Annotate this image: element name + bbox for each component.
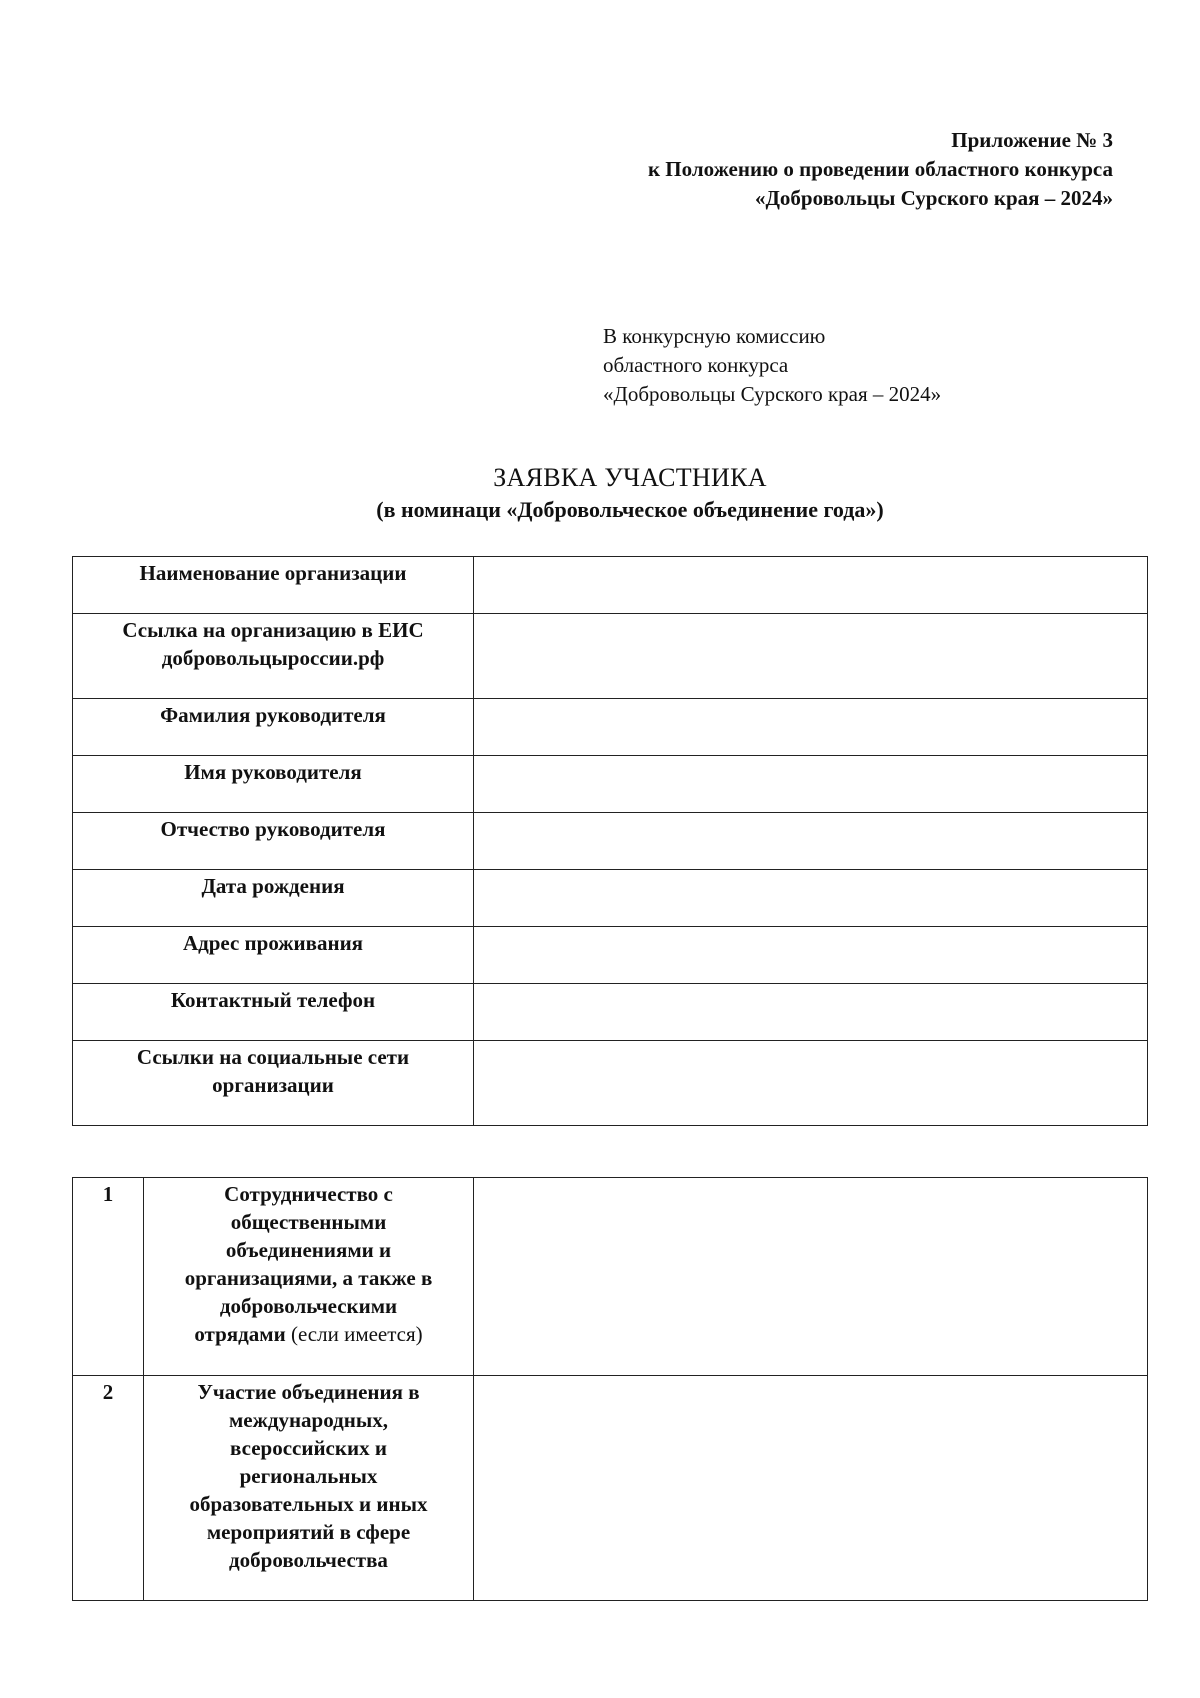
- label-line: Фамилия руководителя: [160, 703, 386, 727]
- row-label: [73, 927, 474, 984]
- table-row: [73, 1376, 1148, 1601]
- label-line: Наименование организации: [139, 561, 407, 585]
- phone-field[interactable]: [474, 984, 1148, 1041]
- recipient-block: [603, 322, 941, 409]
- appendix-line: Приложение № 3: [951, 128, 1113, 152]
- row-label: [144, 1376, 474, 1601]
- label-line: образовательных и иных: [189, 1492, 428, 1516]
- appendix-header: [648, 126, 1113, 213]
- row-label: [73, 813, 474, 870]
- address-field[interactable]: [474, 927, 1148, 984]
- row-label: [73, 557, 474, 614]
- table-row: [73, 557, 1148, 614]
- row-number: 2: [73, 1376, 144, 1601]
- organization-name-field[interactable]: [474, 557, 1148, 614]
- label-line: мероприятий в сфере: [206, 1520, 411, 1544]
- label-line: добровольцыроссии.рф: [161, 646, 385, 670]
- label-line: Адрес проживания: [182, 931, 364, 955]
- label-line: региональных: [239, 1464, 378, 1488]
- criteria-table: [72, 1177, 1148, 1601]
- document-title: ЗАЯВКА УЧАСТНИКА: [493, 463, 767, 492]
- label-line: всероссийских и: [230, 1436, 387, 1460]
- label-line: Ссылки на социальные сети: [136, 1045, 410, 1069]
- label-line: международных,: [228, 1408, 389, 1432]
- label-text: отрядами: [194, 1322, 286, 1346]
- social-links-field[interactable]: [474, 1041, 1148, 1126]
- recipient-line: «Добровольцы Сурского края – 2024»: [603, 382, 942, 406]
- birth-date-field[interactable]: [474, 870, 1148, 927]
- document-subtitle: (в номинаци «Добровольческое объединение года»): [376, 497, 884, 522]
- label-line: Ссылка на организацию в ЕИС: [122, 618, 424, 642]
- table-row: [73, 984, 1148, 1041]
- label-line: Дата рождения: [201, 874, 345, 898]
- table-row: [73, 870, 1148, 927]
- label-line: организациями, а также в: [184, 1266, 433, 1290]
- label-line: добровольчества: [229, 1548, 388, 1572]
- row-label: [73, 614, 474, 699]
- row-label: [73, 1041, 474, 1126]
- row-label: [73, 756, 474, 813]
- table-row: [73, 699, 1148, 756]
- recipient-line: областного конкурса: [603, 353, 789, 377]
- row-label: [73, 870, 474, 927]
- recipient-line: В конкурсную комиссию: [603, 324, 826, 348]
- label-line: Участие объединения в: [197, 1380, 420, 1404]
- eis-link-field[interactable]: [474, 614, 1148, 699]
- label-line: Отчество руководителя: [160, 817, 386, 841]
- label-line: [160, 1320, 457, 1348]
- label-line: Контактный телефон: [170, 988, 376, 1012]
- cooperation-field[interactable]: [474, 1178, 1148, 1376]
- appendix-line: к Положению о проведении областного конкурса: [647, 157, 1113, 181]
- appendix-line: «Добровольцы Сурского края – 2024»: [754, 186, 1113, 210]
- label-line: Сотрудничество с: [224, 1182, 393, 1206]
- table-row: [73, 614, 1148, 699]
- label-line: Имя руководителя: [184, 760, 362, 784]
- label-line: добровольческими: [219, 1294, 398, 1318]
- label-line: организации: [212, 1073, 334, 1097]
- label-line: общественными: [230, 1210, 387, 1234]
- table-row: [73, 756, 1148, 813]
- label-note: (если имеется): [285, 1322, 423, 1346]
- row-number: 1: [73, 1178, 144, 1376]
- participant-info-table: [72, 556, 1148, 1126]
- table-row: [73, 1178, 1148, 1376]
- table-row: [73, 927, 1148, 984]
- label-line: объединениями и: [225, 1238, 392, 1262]
- table-row: [73, 813, 1148, 870]
- row-label: [73, 984, 474, 1041]
- leader-name-field[interactable]: [474, 756, 1148, 813]
- row-label: [144, 1178, 474, 1376]
- leader-surname-field[interactable]: [474, 699, 1148, 756]
- leader-patronymic-field[interactable]: [474, 813, 1148, 870]
- table-row: [73, 1041, 1148, 1126]
- events-participation-field[interactable]: [474, 1376, 1148, 1601]
- row-label: [73, 699, 474, 756]
